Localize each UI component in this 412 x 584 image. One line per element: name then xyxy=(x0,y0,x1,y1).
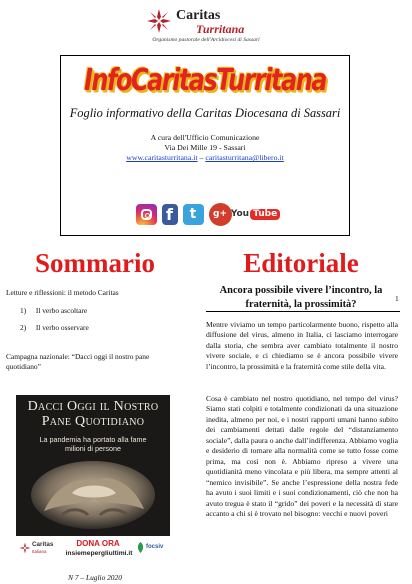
item-number: 1) xyxy=(20,306,27,315)
sommario-intro: Letture e riflessioni: il metodo Caritas xyxy=(6,288,119,297)
caritas-logo xyxy=(0,4,412,48)
donate-url[interactable]: insiemepergliultimi.it xyxy=(65,550,133,557)
article-paragraph: Mentre viviamo un tempo particolarmente buono, rispetto alla diffusione del virus, almeno in Italia, ci lasciamo interrogare dalla storia, che sembra aver cambiato totalmente il nostro vivere sociale, e ci chiediamo se è ancora possibile vivere l’incontro, la prossimità e la fraternità come stile della vita. xyxy=(206,320,398,371)
newsletter-subtitle: Foglio informativo della Caritas Diocesana di Sassari xyxy=(69,106,341,120)
sommario-item[interactable] xyxy=(20,306,87,315)
partner-name: focsiv xyxy=(146,544,164,550)
campaign-text: Campagna nazionale: “Dacci oggi il nostro pane quotidiano” xyxy=(6,352,150,371)
website-link[interactable]: www.caritasturritana.it xyxy=(126,153,198,162)
googleplus-icon[interactable]: g+ xyxy=(209,203,232,226)
youtube-tube: Tube xyxy=(250,209,280,220)
youtube-you: You xyxy=(230,208,250,219)
item-label: Il verbo osservare xyxy=(35,323,89,332)
poster-subline xyxy=(16,435,170,453)
caritas-cross-icon xyxy=(19,542,31,554)
org-tagline: Organismo pastorale dell'Arcidiocesi di Sassari xyxy=(152,37,260,43)
page-number: 1 xyxy=(395,294,399,303)
masthead-box xyxy=(60,55,350,236)
issue-footer: N 7 – Luglio 2020 xyxy=(68,573,122,582)
focsiv-icon xyxy=(136,542,145,553)
article-title xyxy=(206,284,396,313)
org-subname: Turritana xyxy=(196,22,245,36)
youtube-icon[interactable] xyxy=(230,205,278,223)
poster-subline-1: La pandemia ha portato alla fame xyxy=(39,435,147,444)
facebook-icon[interactable]: f xyxy=(162,204,178,225)
article-title-line: fraternità, la prossimità? xyxy=(245,299,357,311)
instagram-icon[interactable] xyxy=(136,204,157,225)
campaign-poster[interactable] xyxy=(16,395,170,566)
poster-footer xyxy=(16,536,170,566)
poster-caritas-sub: Italiana xyxy=(32,549,47,554)
sommario-heading: Sommario xyxy=(35,248,155,278)
title-rule xyxy=(206,311,400,312)
poster-headline xyxy=(16,400,170,429)
sommario-item[interactable] xyxy=(20,323,89,332)
editorial-office: A cura dell'Ufficio Comunicazione xyxy=(150,133,260,142)
social-icons-row xyxy=(61,202,349,226)
article-title-line: Ancora possibile vivere l’incontro, la xyxy=(219,285,383,296)
article-paragraph: Cosa è cambiato nel nostro quotidiano, nel tempo del virus? Siamo stati colpiti e totalmente condizionati da una situazione inedita, almeno per noi, e i nostri rapporti umani hanno subito dei cambiamenti dettati dalle regole del “distanziamento sociale”, dalla paura o anche dall’indifferenza. Abbiamo voglia e desiderio di tornare alla normalità come se tutto fosse come prima, ma così non è. Abbiamo ripreso a vivere una quotidianità meno vincolata e più libera, ma sempre attenti al “nemico invisibile”. Se anche l’espressione della nostra fede ha avuto i suoi limiti e i suoi condizionamenti, ciò che non ha avuto tregua è stato il “grido” dei poveri e la necessità di stare accanto a chi si è trovato nel bisogno: vecchi e nuovi poveri xyxy=(206,394,398,519)
item-number: 2) xyxy=(20,323,27,332)
poster-headline-1: Dacci Oggi il Nostro xyxy=(27,399,159,414)
link-separator: – xyxy=(199,153,204,162)
contact-links xyxy=(61,153,349,162)
org-name: Caritas xyxy=(176,8,221,23)
caritas-cross-icon xyxy=(146,8,172,34)
editoriale-heading: Editoriale xyxy=(243,248,359,278)
item-label: Il verbo ascoltare xyxy=(35,306,88,315)
email-link[interactable]: caritasturritana@libero.it xyxy=(205,153,284,162)
office-address: Via Dei Mille 19 - Sassari xyxy=(164,143,246,152)
poster-caritas-name: Caritas xyxy=(32,541,54,548)
donate-cta[interactable]: DONA ORA xyxy=(76,539,120,548)
newsletter-title: InfoCaritasTurritana xyxy=(84,62,326,98)
twitter-icon[interactable]: t xyxy=(183,204,204,225)
hands-bread-image xyxy=(22,453,164,533)
poster-headline-2: Pane Quotidiano xyxy=(41,413,145,429)
poster-subline-2: milioni di persone xyxy=(65,444,121,453)
